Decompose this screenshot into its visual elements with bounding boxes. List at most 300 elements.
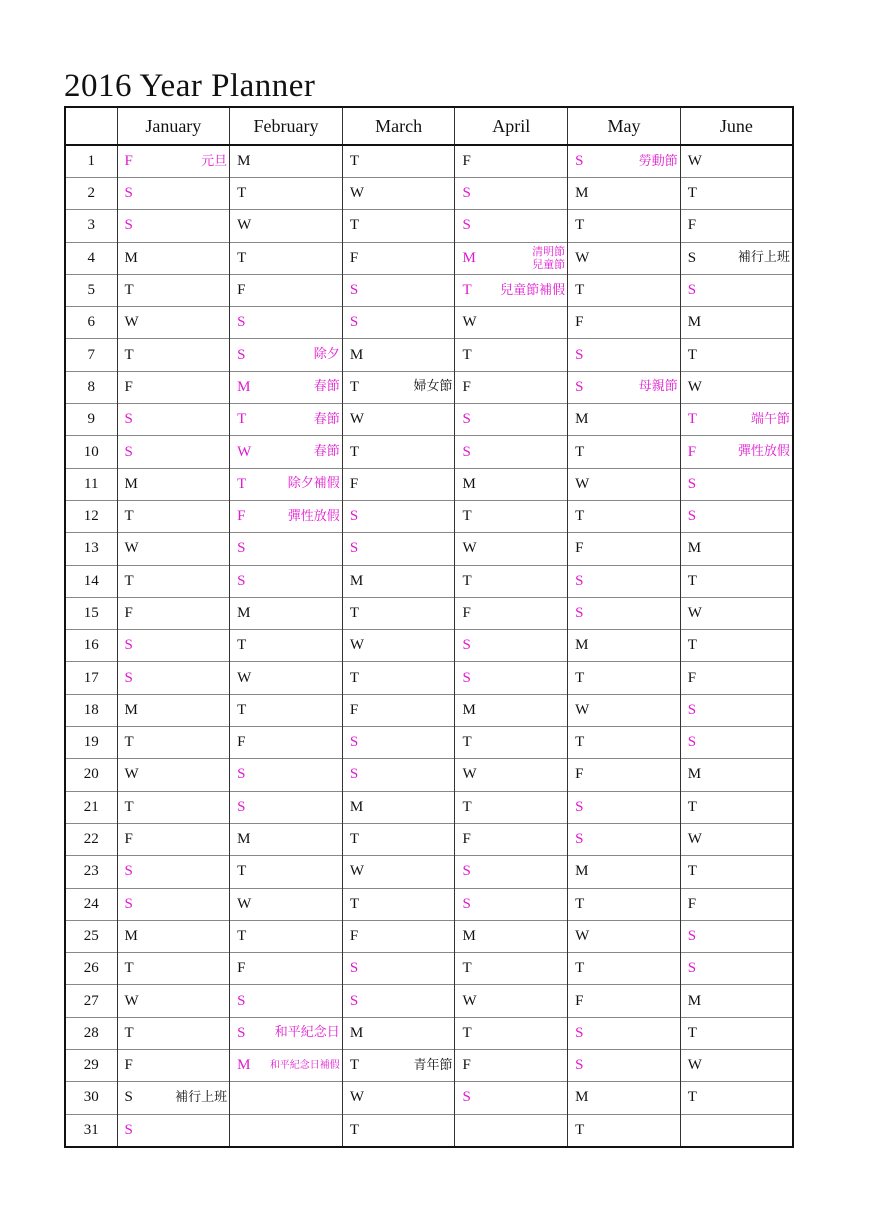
day-cell-june (680, 500, 793, 532)
day-cell-april (455, 145, 568, 178)
month-header-february: February (230, 107, 343, 145)
weekday-letter: S (687, 475, 697, 492)
table-row (65, 307, 793, 339)
day-cell-june (680, 307, 793, 339)
day-cell-february (230, 856, 343, 888)
weekday-letter: M (349, 1024, 364, 1041)
weekday-letter: S (687, 734, 697, 751)
weekday-letter: M (124, 249, 138, 266)
weekday-letter: W (575, 249, 590, 266)
day-cell-january (117, 630, 230, 662)
day-cell-may (568, 791, 681, 823)
day-number: 1 (87, 153, 95, 169)
weekday-letter: S (124, 637, 133, 654)
day-cell-june (680, 274, 793, 306)
weekday-letter: M (462, 475, 476, 492)
day-number: 9 (65, 404, 117, 436)
day-cell-june (680, 662, 793, 694)
day-cell-may (568, 985, 681, 1017)
weekday-letter: M (237, 831, 251, 848)
holiday-note: 母親節 (638, 379, 678, 395)
weekday-letter: F (687, 669, 697, 686)
weekday-letter: S (575, 346, 584, 363)
weekday-letter: S (575, 831, 584, 848)
day-cell-march (342, 565, 455, 597)
day-cell-april (455, 597, 568, 629)
day-cell-april (455, 339, 568, 371)
weekday-letter: S (124, 669, 133, 686)
weekday-letter: F (237, 282, 246, 299)
day-cell-june (680, 1114, 793, 1147)
day-cell-february (230, 597, 343, 629)
weekday-letter: F (124, 605, 133, 621)
day-number: 13 (65, 533, 117, 565)
holiday-note: 彈性放假 (287, 508, 340, 524)
weekday-letter: T (687, 346, 697, 363)
weekday-letter: F (462, 605, 471, 621)
day-cell-february (230, 145, 343, 178)
day-cell-february (230, 533, 343, 565)
table-row (65, 856, 793, 888)
day-cell-february (230, 468, 343, 500)
day-cell-january (117, 1082, 230, 1114)
day-number: 10 (65, 436, 117, 468)
day-cell-june (680, 533, 793, 565)
day-cell-march (342, 823, 455, 855)
page-title: 2016 Year Planner (64, 68, 316, 104)
day-number: 27 (65, 985, 117, 1017)
table-row (65, 597, 793, 629)
day-cell-march (342, 985, 455, 1017)
day-cell-april (455, 307, 568, 339)
weekday-letter: W (462, 314, 477, 331)
weekday-letter: W (124, 540, 139, 557)
day-cell-may (568, 759, 681, 791)
weekday-letter: S (124, 185, 133, 202)
table-row (65, 953, 793, 985)
day-cell-may (568, 371, 681, 403)
weekday-letter: T (237, 637, 247, 654)
day-cell-february (230, 759, 343, 791)
year-planner-table (64, 106, 794, 1148)
weekday-letter: W (575, 701, 590, 718)
weekday-letter: M (237, 378, 251, 395)
day-number: 28 (65, 1017, 117, 1049)
day-number: 23 (65, 856, 117, 888)
day-cell-february (230, 210, 343, 242)
day-cell-march (342, 339, 455, 371)
table-row (65, 1050, 793, 1082)
weekday-letter: T (687, 1024, 697, 1041)
table-row (65, 404, 793, 436)
day-cell-march (342, 759, 455, 791)
day-cell-march (342, 727, 455, 759)
weekday-letter: S (687, 249, 697, 266)
day-cell-june (680, 920, 793, 952)
holiday-note: 端午節 (750, 411, 790, 427)
day-cell-february (230, 694, 343, 726)
weekday-letter: M (687, 992, 702, 1009)
weekday-letter: W (349, 637, 364, 654)
weekday-letter: S (349, 540, 359, 557)
day-number: 11 (65, 468, 117, 500)
weekday-letter: F (687, 443, 697, 460)
day-cell-april (455, 1114, 568, 1147)
day-number: 30 (65, 1082, 117, 1114)
day-cell-february (230, 1017, 343, 1049)
holiday-note: 勞動節 (638, 153, 678, 169)
day-cell-january (117, 597, 230, 629)
day-cell-june (680, 1082, 793, 1114)
day-cell-june (680, 242, 793, 274)
weekday-letter: F (687, 217, 697, 234)
day-cell-may (568, 856, 681, 888)
planner-body (65, 145, 793, 1147)
weekday-letter: S (462, 895, 471, 912)
weekday-letter: S (237, 572, 246, 589)
day-cell-march (342, 597, 455, 629)
weekday-letter: M (687, 540, 702, 557)
holiday-note: 除夕 (313, 347, 340, 363)
day-cell-may (568, 1017, 681, 1049)
weekday-letter: F (462, 831, 471, 848)
day-cell-june (680, 856, 793, 888)
day-cell-march (342, 307, 455, 339)
month-header-january: January (117, 107, 230, 145)
weekday-letter: T (575, 960, 585, 977)
day-cell-april (455, 856, 568, 888)
weekday-letter: F (349, 701, 359, 718)
weekday-letter: F (124, 378, 133, 395)
weekday-letter: S (462, 637, 471, 654)
day-cell-january (117, 920, 230, 952)
weekday-letter: S (124, 863, 133, 880)
weekday-letter: W (349, 411, 364, 428)
weekday-letter: T (349, 831, 359, 848)
day-cell-april (455, 210, 568, 242)
day-cell-april (455, 274, 568, 306)
weekday-letter: T (349, 1057, 359, 1074)
weekday-letter: S (687, 927, 697, 944)
weekday-letter: S (462, 443, 471, 460)
weekday-letter: S (349, 766, 359, 783)
day-cell-january (117, 307, 230, 339)
day-cell-may (568, 823, 681, 855)
day-cell-january (117, 662, 230, 694)
weekday-letter: S (462, 863, 471, 880)
table-row (65, 1082, 793, 1114)
weekday-letter: S (237, 346, 246, 363)
day-cell-june (680, 823, 793, 855)
day-cell-january (117, 468, 230, 500)
day-cell-march (342, 533, 455, 565)
table-row (65, 727, 793, 759)
weekday-letter: F (575, 992, 584, 1009)
day-cell-may (568, 694, 681, 726)
weekday-letter: T (237, 475, 247, 492)
month-header-june: June (680, 107, 793, 145)
holiday-note: 和平紀念日 (274, 1025, 340, 1041)
weekday-letter: T (575, 895, 585, 912)
day-number: 7 (65, 339, 117, 371)
weekday-letter: W (687, 378, 702, 395)
day-cell-march (342, 242, 455, 274)
day-cell-february (230, 630, 343, 662)
day-cell-may (568, 1114, 681, 1147)
weekday-letter: W (237, 443, 252, 460)
day-number: 24 (65, 888, 117, 920)
day-cell-february (230, 920, 343, 952)
weekday-letter: S (237, 992, 246, 1009)
weekday-letter: F (575, 766, 584, 783)
weekday-letter: M (575, 411, 589, 428)
weekday-letter: M (124, 475, 138, 492)
weekday-letter: F (687, 895, 697, 912)
weekday-letter: T (575, 282, 585, 299)
weekday-letter: T (687, 572, 697, 589)
day-number: 2 (65, 178, 117, 210)
day-cell-january (117, 759, 230, 791)
table-row (65, 210, 793, 242)
table-row (65, 533, 793, 565)
weekday-letter: T (462, 1024, 472, 1041)
day-number: 15 (65, 597, 117, 629)
weekday-letter: S (349, 508, 359, 525)
month-header-row (65, 107, 793, 145)
table-row (65, 242, 793, 274)
day-cell-january (117, 565, 230, 597)
table-row (65, 1017, 793, 1049)
day-number: 20 (65, 759, 117, 791)
weekday-letter: S (124, 895, 133, 912)
weekday-letter: T (237, 185, 247, 202)
table-row (65, 274, 793, 306)
day-cell-may (568, 404, 681, 436)
weekday-letter: S (575, 378, 584, 395)
day-cell-march (342, 694, 455, 726)
day-number: 26 (65, 953, 117, 985)
table-row (65, 759, 793, 791)
day-cell-april (455, 791, 568, 823)
weekday-letter: T (687, 863, 697, 880)
weekday-letter: S (237, 540, 246, 557)
weekday-letter: F (124, 831, 133, 848)
table-row (65, 920, 793, 952)
weekday-letter: T (349, 217, 359, 234)
day-cell-may (568, 339, 681, 371)
weekday-letter: T (124, 734, 134, 751)
weekday-letter: M (237, 1057, 251, 1074)
day-cell-january (117, 500, 230, 532)
weekday-letter: S (575, 1024, 584, 1041)
day-cell-february (230, 953, 343, 985)
weekday-letter: M (124, 701, 138, 718)
event-note: 補行上班 (737, 250, 790, 266)
day-cell-march (342, 145, 455, 178)
day-cell-february (230, 500, 343, 532)
day-number: 21 (65, 791, 117, 823)
day-cell-june (680, 694, 793, 726)
weekday-letter: F (349, 475, 359, 492)
weekday-letter: T (687, 637, 697, 654)
weekday-letter: W (349, 1089, 364, 1106)
weekday-letter: M (575, 1089, 589, 1106)
weekday-letter: S (462, 411, 471, 428)
day-cell-february (230, 371, 343, 403)
weekday-letter: M (237, 153, 251, 169)
day-cell-march (342, 468, 455, 500)
day-cell-june (680, 210, 793, 242)
day-cell-june (680, 985, 793, 1017)
day-cell-january (117, 856, 230, 888)
weekday-letter: W (575, 927, 590, 944)
day-cell-february (230, 436, 343, 468)
day-cell-february (230, 1050, 343, 1082)
day-cell-may (568, 436, 681, 468)
day-cell-january (117, 1114, 230, 1147)
day-number: 29 (65, 1050, 117, 1082)
weekday-letter: W (687, 605, 702, 621)
weekday-letter: T (124, 960, 134, 977)
day-cell-january (117, 145, 230, 178)
day-number: 25 (65, 920, 117, 952)
weekday-letter: S (687, 701, 697, 718)
weekday-letter: S (687, 508, 697, 525)
day-cell-january (117, 210, 230, 242)
weekday-letter: W (687, 153, 702, 169)
day-cell-january (117, 888, 230, 920)
weekday-letter: T (349, 1121, 359, 1138)
day-number: 8 (65, 371, 117, 403)
day-cell-may (568, 178, 681, 210)
day-cell-may (568, 565, 681, 597)
day-cell-february (230, 985, 343, 1017)
weekday-letter: T (349, 153, 359, 169)
day-cell-january (117, 1050, 230, 1082)
day-cell-may (568, 210, 681, 242)
weekday-letter: T (575, 443, 585, 460)
weekday-letter: T (462, 508, 472, 525)
day-number: 5 (65, 274, 117, 306)
day-cell-june (680, 468, 793, 500)
day-cell-march (342, 630, 455, 662)
day-cell-february (230, 565, 343, 597)
day-cell-january (117, 242, 230, 274)
day-cell-june (680, 759, 793, 791)
table-row (65, 436, 793, 468)
day-cell-february (230, 242, 343, 274)
day-cell-may (568, 727, 681, 759)
weekday-letter: M (575, 637, 589, 654)
day-cell-january (117, 371, 230, 403)
holiday-note: 春節 (313, 379, 340, 395)
table-row (65, 985, 793, 1017)
weekday-letter: F (575, 540, 584, 557)
weekday-letter: T (575, 217, 585, 234)
weekday-letter: M (349, 798, 364, 815)
weekday-letter: S (124, 443, 133, 460)
day-number: 14 (65, 565, 117, 597)
weekday-letter: S (237, 314, 246, 331)
weekday-letter: M (687, 766, 702, 783)
day-cell-february (230, 404, 343, 436)
day-cell-march (342, 662, 455, 694)
day-cell-april (455, 920, 568, 952)
day-cell-january (117, 694, 230, 726)
day-number: 3 (65, 210, 117, 242)
weekday-letter: W (462, 992, 477, 1009)
event-note: 婦女節 (413, 379, 453, 395)
weekday-letter: M (349, 346, 364, 363)
weekday-letter: T (349, 443, 359, 460)
day-cell-may (568, 468, 681, 500)
weekday-letter: T (124, 282, 134, 299)
table-row (65, 662, 793, 694)
day-cell-june (680, 791, 793, 823)
day-number: 12 (65, 500, 117, 532)
weekday-letter: S (237, 1024, 246, 1041)
day-number: 6 (65, 307, 117, 339)
day-cell-june (680, 371, 793, 403)
day-cell-january (117, 274, 230, 306)
holiday-note: 除夕補假 (287, 476, 340, 492)
weekday-letter: W (349, 863, 364, 880)
weekday-letter: S (687, 282, 697, 299)
day-number: 16 (65, 630, 117, 662)
weekday-letter: T (349, 669, 359, 686)
day-cell-may (568, 920, 681, 952)
day-cell-january (117, 791, 230, 823)
weekday-letter: S (349, 314, 359, 331)
day-cell-june (680, 404, 793, 436)
weekday-letter: T (349, 378, 359, 395)
day-cell-january (117, 727, 230, 759)
day-cell-february (230, 274, 343, 306)
day-cell-april (455, 662, 568, 694)
weekday-letter: T (462, 346, 472, 363)
weekday-letter: T (462, 282, 472, 299)
weekday-letter: W (237, 217, 252, 234)
weekday-letter: F (462, 378, 471, 395)
weekday-letter: W (124, 992, 139, 1009)
weekday-letter: T (575, 508, 585, 525)
day-cell-january (117, 953, 230, 985)
weekday-letter: F (349, 249, 359, 266)
weekday-letter: F (237, 734, 246, 751)
day-cell-march (342, 856, 455, 888)
weekday-letter: S (237, 798, 246, 815)
day-cell-february (230, 178, 343, 210)
day-cell-march (342, 210, 455, 242)
month-header-april: April (455, 107, 568, 145)
table-row (65, 468, 793, 500)
day-cell-march (342, 1082, 455, 1114)
day-cell-may (568, 1082, 681, 1114)
weekday-letter: T (687, 411, 697, 428)
weekday-letter: S (349, 282, 359, 299)
weekday-letter: S (349, 960, 359, 977)
weekday-letter: T (462, 734, 472, 751)
weekday-letter: T (349, 895, 359, 912)
table-row (65, 339, 793, 371)
day-number-header (65, 107, 117, 145)
weekday-letter: F (575, 314, 584, 331)
day-cell-may (568, 888, 681, 920)
day-cell-june (680, 888, 793, 920)
day-cell-january (117, 339, 230, 371)
weekday-letter: F (237, 960, 246, 977)
day-cell-march (342, 500, 455, 532)
